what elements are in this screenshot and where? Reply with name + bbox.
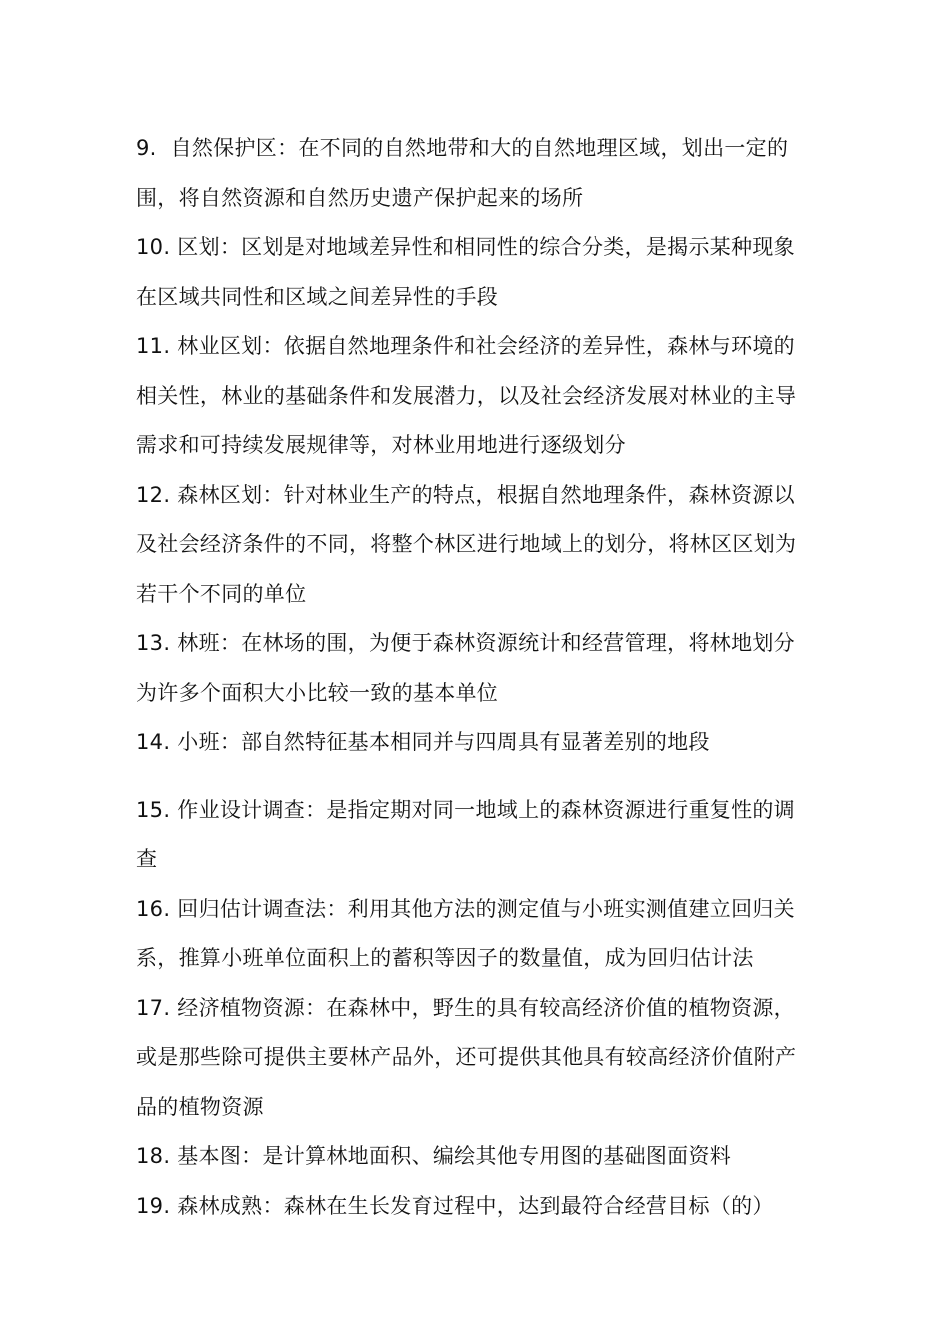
- entry-13: 13. 林班：在林场的围，为便于森林资源统计和经营管理，将林地划分为许多个面积大小比较一致的基本单位: [136, 631, 795, 705]
- entry-14: 14. 小班：部自然特征基本相同并与四周具有显著差别的地段: [136, 730, 710, 754]
- glossary-text: [136, 124, 816, 1231]
- entry-17: 17. 经济植物资源：在森林中，野生的具有较高经济价值的植物资源，或是那些除可提供主要林产品外，还可提供其他具有较高经济价值附产品的植物资源: [136, 995, 797, 1119]
- entry-19: 19. 森林成熟：森林在生长发育过程中，达到最符合经营目标（的）: [136, 1193, 774, 1218]
- entry-10: 10. 区划：区划是对地域差异性和相同性的综合分类，是揭示某种现象在区域共同性和区域之间差异性的手段: [136, 235, 795, 309]
- entry-15: 15. 作业设计调查：是指定期对同一地域上的森林资源进行重复性的调查: [136, 797, 795, 871]
- entry-9: 9. 自然保护区：在不同的自然地带和大的自然地理区域，划出一定的围，将自然资源和自然历史遗产保护起来的场所: [136, 136, 789, 210]
- entry-16: 16. 回归估计调查法：利用其他方法的测定值与小班实测值建立回归关系，推算小班单位面积上的蓄积等因子的数量值，成为回归估计法: [136, 896, 795, 970]
- entry-12: 12. 森林区划：针对林业生产的特点，根据自然地理条件，森林资源以及社会经济条件的不同，将整个林区进行地域上的划分，将林区区划为若干个不同的单位: [136, 482, 797, 606]
- entry-18: 18. 基本图：是计算林地面积、编绘其他专用图的基础图面资料: [136, 1144, 732, 1168]
- entry-11: 11. 林业区划：依据自然地理条件和社会经济的差异性，森林与环境的相关性，林业的基础条件和发展潜力，以及社会经济发展对林业的主导需求和可持续发展规律等，对林业用地进行逐级划分: [136, 334, 797, 457]
